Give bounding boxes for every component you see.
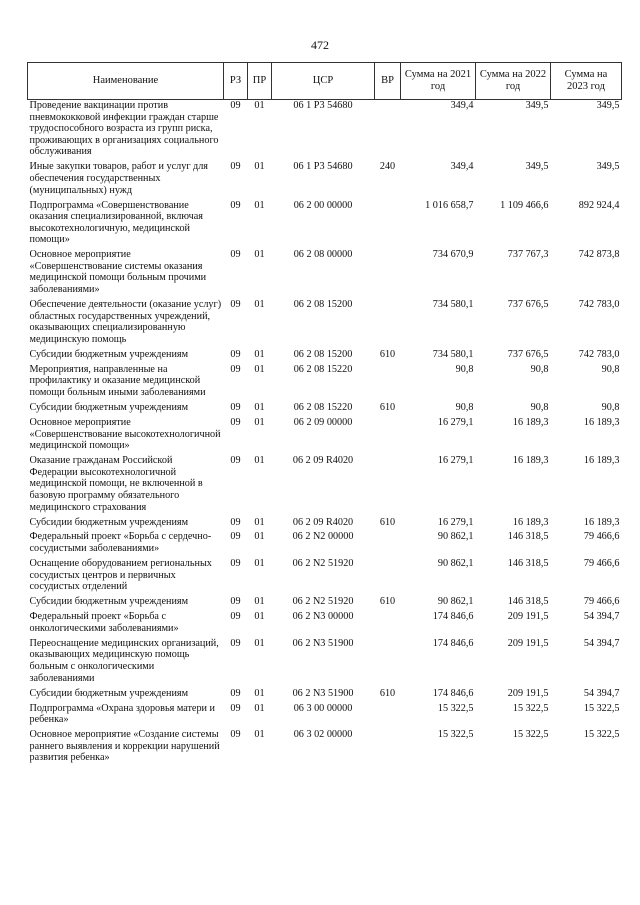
row-name: Основное мероприятие «Создание системы раннего выявления и коррекции нарушений развития ребенка» <box>29 729 220 764</box>
row-sum-2021: 16 279,1 <box>437 455 474 467</box>
row-pr: 01 <box>254 249 265 261</box>
row-vr <box>375 729 401 767</box>
row-rz: 09 <box>230 199 241 211</box>
row-pr: 01 <box>254 161 265 173</box>
row-pr: 01 <box>254 596 265 608</box>
row-csr: 06 2 08 15200 <box>293 299 353 311</box>
row-csr: 06 2 N3 51900 <box>292 637 354 649</box>
row-pr: 01 <box>254 531 265 543</box>
row-pr: 01 <box>254 729 265 741</box>
row-name: Федеральный проект «Борьба с сердечно-сосудистыми заболеваниями» <box>29 531 212 555</box>
row-vr: 610 <box>379 348 396 360</box>
row-sum-2023: 16 189,3 <box>583 516 620 528</box>
row-sum-2022: 737 676,5 <box>507 299 549 311</box>
row-vr <box>375 455 401 516</box>
row-rz: 09 <box>230 348 241 360</box>
table-header <box>28 63 622 100</box>
row-rz: 09 <box>230 729 241 741</box>
row-sum-2023: 742 783,0 <box>578 299 620 311</box>
row-pr: 01 <box>254 558 265 570</box>
row-vr: 610 <box>379 596 396 608</box>
header-pr: ПР <box>248 63 272 100</box>
row-name: Переоснащение медицинских организаций, оказывающих медицинскую помощь больным с онкологическими заболеваниями <box>29 637 219 684</box>
row-sum-2023: 79 466,6 <box>583 558 620 570</box>
row-sum-2021: 15 322,5 <box>437 702 474 714</box>
row-name: Субсидии бюджетным учреждениям <box>29 348 189 360</box>
row-sum-2021: 734 670,9 <box>432 249 474 261</box>
row-csr: 06 2 09 R4020 <box>292 455 354 467</box>
row-sum-2021: 15 322,5 <box>437 729 474 741</box>
row-name: Оказание гражданам Российской Федерации высокотехнологичной медицинской помощи, не включенной в базовую программу обязательного медицинского страхования <box>29 455 203 513</box>
row-rz: 09 <box>230 416 241 428</box>
table-row <box>28 688 622 703</box>
budget-table <box>27 62 622 767</box>
row-vr <box>375 200 401 250</box>
header-csr: ЦСР <box>272 63 375 100</box>
row-vr <box>375 638 401 688</box>
row-csr: 06 2 N2 00000 <box>292 531 354 543</box>
table-row <box>28 531 622 558</box>
row-csr: 06 2 08 15220 <box>293 363 353 375</box>
row-sum-2022: 1 109 466,6 <box>500 199 549 211</box>
row-name: Субсидии бюджетным учреждениям <box>29 401 189 413</box>
header-name: Наименование <box>28 63 224 100</box>
row-sum-2023: 54 394,7 <box>583 637 620 649</box>
row-rz: 09 <box>230 596 241 608</box>
table-row <box>28 200 622 250</box>
row-rz: 09 <box>230 687 241 699</box>
row-pr: 01 <box>254 455 265 467</box>
row-vr: 610 <box>379 401 396 413</box>
row-rz: 09 <box>230 363 241 375</box>
row-rz: 09 <box>230 637 241 649</box>
row-sum-2023: 79 466,6 <box>583 596 620 608</box>
row-pr: 01 <box>254 299 265 311</box>
row-pr: 01 <box>254 687 265 699</box>
table-row <box>28 638 622 688</box>
row-name: Основное мероприятие «Совершенствование системы оказания медицинской помощи больным прочими заболеваниями» <box>29 249 207 296</box>
row-rz: 09 <box>230 401 241 413</box>
table-body <box>28 100 622 768</box>
table-row <box>28 249 622 299</box>
row-rz: 09 <box>230 531 241 543</box>
row-rz: 09 <box>230 516 241 528</box>
row-name: Мероприятия, направленные на профилактику и оказание медицинской помощи больным иными заболеваниями <box>29 363 206 398</box>
row-rz: 09 <box>230 455 241 467</box>
row-pr: 01 <box>254 637 265 649</box>
row-csr: 06 1 Р3 54680 <box>293 100 353 111</box>
row-sum-2021: 90 862,1 <box>437 531 474 543</box>
row-sum-2022: 16 189,3 <box>512 455 549 467</box>
row-rz: 09 <box>230 100 241 111</box>
table-row <box>28 161 622 199</box>
row-sum-2023: 79 466,6 <box>583 531 620 543</box>
table-row <box>28 402 622 417</box>
table-row <box>28 703 622 730</box>
row-sum-2023: 349,5 <box>596 161 620 173</box>
row-sum-2022: 209 191,5 <box>507 611 549 623</box>
row-pr: 01 <box>254 416 265 428</box>
row-rz: 09 <box>230 249 241 261</box>
row-sum-2023: 54 394,7 <box>583 611 620 623</box>
row-name: Подпрограмма «Охрана здоровья матери и ребенка» <box>29 702 215 726</box>
row-pr: 01 <box>254 516 265 528</box>
row-sum-2021: 90,8 <box>455 401 474 413</box>
row-vr <box>375 558 401 596</box>
row-sum-2022: 209 191,5 <box>507 687 549 699</box>
row-sum-2022: 209 191,5 <box>507 637 549 649</box>
table-row <box>28 611 622 638</box>
row-name: Субсидии бюджетным учреждениям <box>29 687 189 699</box>
row-csr: 06 2 08 00000 <box>293 249 353 261</box>
header-vr: ВР <box>375 63 401 100</box>
row-sum-2022: 15 322,5 <box>512 702 549 714</box>
row-sum-2023: 90,8 <box>601 363 620 375</box>
row-sum-2021: 174 846,6 <box>432 637 474 649</box>
row-pr: 01 <box>254 363 265 375</box>
row-sum-2022: 146 318,5 <box>507 558 549 570</box>
header-sum-2023: Сумма на 2023 год <box>551 63 622 100</box>
table-row <box>28 729 622 767</box>
row-csr: 06 2 09 R4020 <box>292 516 354 528</box>
row-name: Обеспечение деятельности (оказание услуг) областных государственных учреждений, оказывающих специализированную медицинскую помощь <box>29 299 222 345</box>
row-name: Субсидии бюджетным учреждениям <box>29 516 189 528</box>
row-name: Федеральный проект «Борьба с онкологическими заболеваниями» <box>29 611 179 634</box>
row-rz: 09 <box>230 558 241 570</box>
row-vr <box>375 249 401 299</box>
table-row <box>28 596 622 611</box>
row-vr <box>375 703 401 730</box>
row-csr: 06 2 08 15200 <box>293 348 353 360</box>
row-sum-2022: 146 318,5 <box>507 531 549 543</box>
row-rz: 09 <box>230 299 241 311</box>
row-rz: 09 <box>230 702 241 714</box>
row-name: Иные закупки товаров, работ и услуг для обеспечения государственных (муниципальных) нужд <box>29 161 208 196</box>
row-csr: 06 1 Р3 54680 <box>293 161 353 173</box>
row-pr: 01 <box>254 348 265 360</box>
row-sum-2023: 90,8 <box>601 401 620 413</box>
row-sum-2022: 349,5 <box>525 161 549 173</box>
row-pr: 01 <box>254 100 265 111</box>
row-pr: 01 <box>254 199 265 211</box>
row-vr: 610 <box>379 516 396 528</box>
row-sum-2022: 90,8 <box>530 401 549 413</box>
row-csr: 06 2 08 15220 <box>293 401 353 413</box>
row-csr: 06 2 N2 51920 <box>292 596 354 608</box>
row-sum-2023: 16 189,3 <box>583 455 620 467</box>
header-rz: РЗ <box>224 63 248 100</box>
header-sum-2022: Сумма на 2022 год <box>476 63 551 100</box>
row-csr: 06 2 N3 00000 <box>292 611 354 623</box>
row-csr: 06 3 00 00000 <box>293 702 353 714</box>
row-csr: 06 3 02 00000 <box>293 729 353 741</box>
row-sum-2023: 16 189,3 <box>583 416 620 428</box>
row-sum-2023: 742 873,8 <box>578 249 620 261</box>
table-row <box>28 417 622 455</box>
row-sum-2021: 174 846,6 <box>432 611 474 623</box>
row-vr: 240 <box>379 161 396 173</box>
row-sum-2022: 146 318,5 <box>507 596 549 608</box>
row-sum-2023: 742 783,0 <box>578 348 620 360</box>
row-sum-2022: 16 189,3 <box>512 416 549 428</box>
row-pr: 01 <box>254 401 265 413</box>
header-sum-2021: Сумма на 2021 год <box>401 63 476 100</box>
row-name: Оснащение оборудованием региональных сосудистых центров и первичных сосудистых отделений <box>29 558 212 593</box>
row-sum-2022: 16 189,3 <box>512 516 549 528</box>
row-sum-2021: 349,4 <box>450 161 474 173</box>
row-sum-2023: 892 924,4 <box>578 199 620 211</box>
row-sum-2022: 90,8 <box>530 363 549 375</box>
row-name: Основное мероприятие «Совершенствование высокотехнологичной медицинской помощи» <box>29 416 221 452</box>
row-pr: 01 <box>254 611 265 623</box>
row-vr: 610 <box>379 687 396 699</box>
page-number: 472 <box>311 38 329 52</box>
table-row <box>28 455 622 516</box>
table-row <box>28 100 622 162</box>
table-row <box>28 517 622 532</box>
row-name: Подпрограмма «Совершенствование оказания специализированной, включая высокотехнологичную, медицинской помощи» <box>29 199 203 246</box>
row-sum-2021: 90 862,1 <box>437 558 474 570</box>
row-csr: 06 2 N3 51900 <box>292 687 354 699</box>
row-sum-2021: 734 580,1 <box>432 299 474 311</box>
row-sum-2023: 15 322,5 <box>583 702 620 714</box>
row-sum-2021: 174 846,6 <box>432 687 474 699</box>
row-sum-2021: 16 279,1 <box>437 516 474 528</box>
table-row <box>28 299 622 349</box>
row-sum-2023: 54 394,7 <box>583 687 620 699</box>
row-csr: 06 2 09 00000 <box>293 416 353 428</box>
row-csr: 06 2 00 00000 <box>293 199 353 211</box>
row-name: Субсидии бюджетным учреждениям <box>29 596 189 608</box>
table-row <box>28 558 622 596</box>
row-sum-2021: 90 862,1 <box>437 596 474 608</box>
row-vr <box>375 611 401 638</box>
row-sum-2021: 734 580,1 <box>432 348 474 360</box>
row-vr <box>375 531 401 558</box>
row-sum-2021: 349,4 <box>450 100 474 111</box>
row-vr <box>375 417 401 455</box>
row-sum-2021: 1 016 658,7 <box>425 199 474 211</box>
row-sum-2022: 737 767,3 <box>507 249 549 261</box>
row-vr <box>375 364 401 402</box>
row-sum-2023: 15 322,5 <box>583 729 620 741</box>
row-name: Проведение вакцинации против пневмококковой инфекции граждан старше трудоспособного возраста из групп риска, проживающих в организациях социального обслуживания <box>29 100 219 158</box>
row-sum-2021: 90,8 <box>455 363 474 375</box>
row-sum-2022: 15 322,5 <box>512 729 549 741</box>
row-csr: 06 2 N2 51920 <box>292 558 354 570</box>
row-rz: 09 <box>230 611 241 623</box>
row-sum-2023: 349,5 <box>596 100 620 111</box>
row-sum-2022: 349,5 <box>525 100 549 111</box>
row-pr: 01 <box>254 702 265 714</box>
row-vr <box>375 100 401 162</box>
row-rz: 09 <box>230 161 241 173</box>
row-sum-2021: 16 279,1 <box>437 416 474 428</box>
table-row <box>28 349 622 364</box>
row-sum-2022: 737 676,5 <box>507 348 549 360</box>
row-vr <box>375 299 401 349</box>
table-row <box>28 364 622 402</box>
